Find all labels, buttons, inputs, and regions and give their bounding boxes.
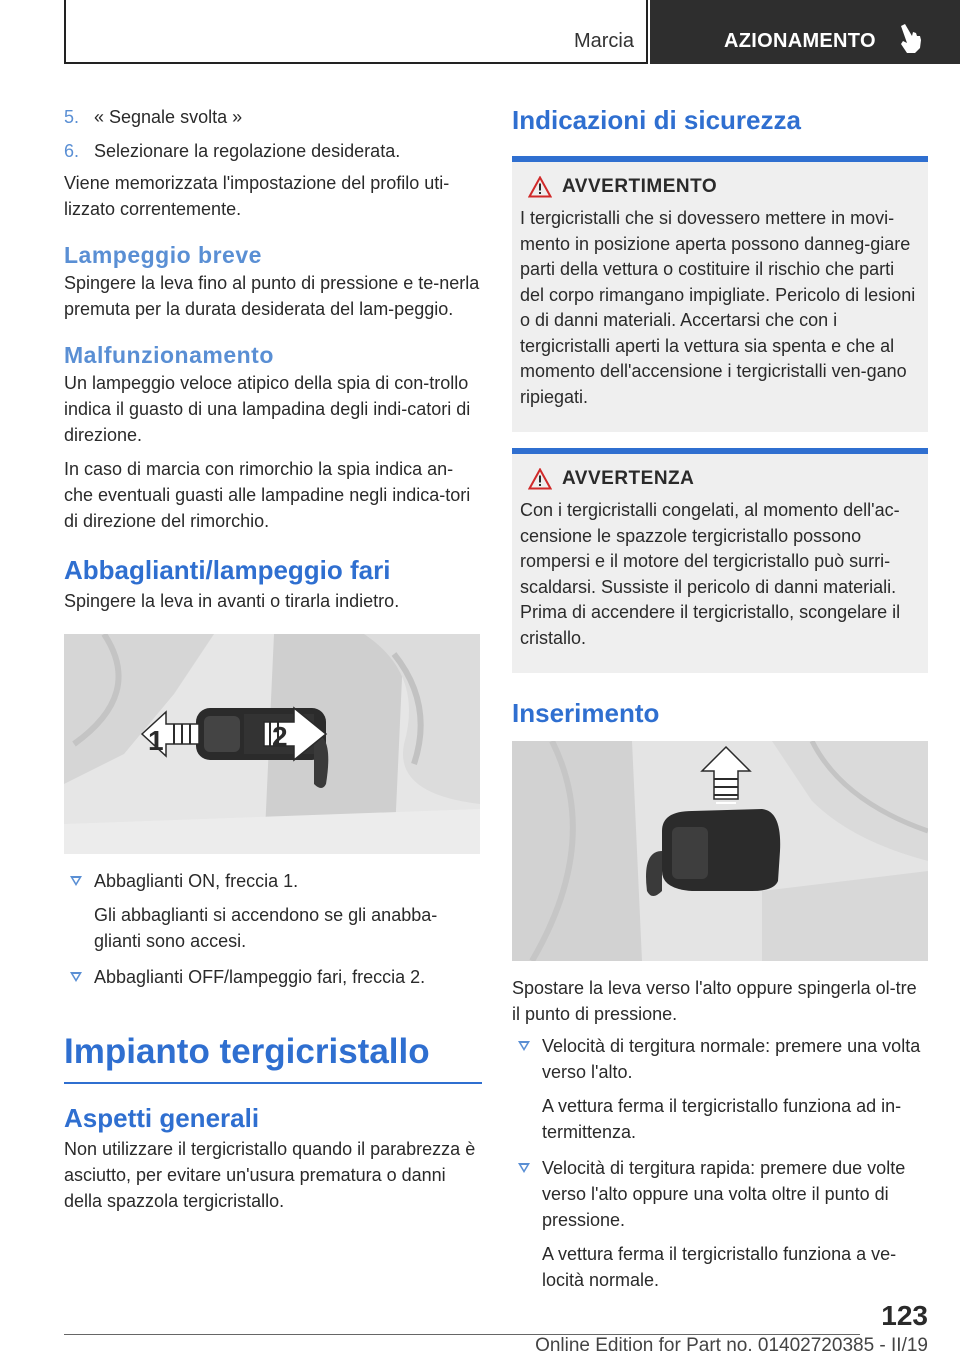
bullet-subtext: A vettura ferma il tergicristallo funziona a ve-locità normale.: [542, 1244, 897, 1290]
triangle-bullet-icon: [70, 876, 82, 886]
inserimento-text: Spostare la leva verso l'alto oppure spingerla ol-tre il punto di pressione.: [512, 978, 917, 1024]
header-section-label: Marcia: [573, 30, 634, 52]
warning-triangle-icon: [528, 468, 552, 490]
list-item: [512, 1155, 928, 1293]
header-chapter-label: AZIONAMENTO: [724, 30, 876, 52]
profile-note: Viene memorizzata l'impostazione del profilo uti-lizzato correntemente.: [64, 173, 450, 219]
high-beam-list: [64, 868, 482, 990]
list-item: [64, 138, 482, 164]
lampeggio-breve-text: Spingere la leva fino al punto di pressione e te-nerla premuta per la durata desiderata del lam-peggio.: [64, 273, 480, 319]
triangle-bullet-icon: [518, 1041, 530, 1051]
hand-pointer-icon: [896, 22, 924, 54]
arrow-2-label: 2: [272, 721, 288, 752]
bullet-subtext: Gli abbaglianti si accendono se gli anabba-glianti sono accesi.: [94, 905, 438, 951]
step-number: 6.: [64, 141, 80, 161]
warning-title-row: [520, 176, 920, 198]
page-number: 123: [881, 1300, 928, 1331]
heading-malfunzionamento: Malfunzionamento: [64, 342, 274, 368]
warning-title-row: [520, 468, 920, 490]
heading-aspetti-generali: Aspetti generali: [64, 1103, 260, 1133]
list-item: [512, 1033, 928, 1145]
left-column: [64, 104, 482, 1214]
bullet-subtext: A vettura ferma il tergicristallo funziona ad in-termittenza.: [542, 1096, 902, 1142]
malfunzionamento-text-2: In caso di marcia con rimorchio la spia indica an-che eventuali guasti alle lampadine negli indica-tori di direzione del rimorchio.: [64, 459, 471, 531]
heading-indicazioni-sicurezza: Indicazioni di sicurezza: [512, 105, 801, 135]
bullet-text: Velocità di tergitura normale: premere una volta verso l'alto.: [542, 1036, 921, 1082]
header-section-box: [64, 0, 648, 64]
step-number: 5.: [64, 107, 80, 127]
warning-text: I tergicristalli che si dovessero mettere in movi-mento in posizione aperta possono danneg-giare parti della vettura o costituire il rischio che parti del corpo rimangano impigliate. Pericolo di lesioni o di danni materiali. Accertarsi che con i tergicristalli aperti la vettura sia spenta e che al momento dell'accensione i tergicristalli ven-gano ripiegati.: [520, 208, 916, 407]
lever-illustration: [64, 634, 480, 854]
warning-triangle-icon: [528, 176, 552, 198]
lever-photo-wiper: [512, 741, 928, 961]
lever-photo-high-beam: [64, 634, 480, 854]
list-item: [64, 104, 482, 130]
warning-box-avvertenza: [512, 448, 928, 673]
heading-impianto-tergicristallo: Impianto tergicristallo: [64, 1032, 482, 1084]
right-column: [512, 104, 928, 1293]
heading-inserimento: Inserimento: [512, 698, 660, 728]
triangle-bullet-icon: [70, 972, 82, 982]
bullet-text: Abbaglianti OFF/lampeggio fari, freccia 2.: [94, 967, 426, 987]
list-item: [64, 868, 482, 954]
step-text: Selezionare la regolazione desiderata.: [94, 141, 401, 161]
abbaglianti-text: Spingere la leva in avanti o tirarla indietro.: [64, 591, 400, 611]
triangle-bullet-icon: [518, 1163, 530, 1173]
warning-title: AVVERTIMENTO: [562, 176, 718, 197]
wiper-speed-list: [512, 1033, 928, 1293]
bullet-text: Abbaglianti ON, freccia 1.: [94, 871, 299, 891]
warning-box-avvertimento: [512, 156, 928, 432]
arrow-1-label: 1: [148, 725, 164, 756]
aspetti-generali-text: Non utilizzare il tergicristallo quando il parabrezza è asciutto, per evitare un'usura prematura o danni della spazzola tergicristallo.: [64, 1139, 476, 1211]
wiper-lever-illustration: [512, 741, 928, 961]
header-chapter-tab: [650, 0, 960, 64]
warning-text: Con i tergicristalli congelati, al momento dell'ac-censione le spazzole tergicristallo possono rompersi e il motore del tergicristallo può surri-scaldarsi. Sussiste il pericolo di danni materiali. Prima di accendere il tergicristallo, scongelare il cristallo.: [520, 500, 901, 648]
heading-abbaglianti: Abbaglianti/lampeggio fari: [64, 555, 391, 585]
malfunzionamento-text-1: Un lampeggio veloce atipico della spia di con-trollo indica il guasto di una lampadina degli indi-catori di direzione.: [64, 373, 471, 445]
bullet-text: Velocità di tergitura rapida: premere due volte verso l'alto oppure una volta oltre il punto di pressione.: [542, 1158, 906, 1230]
warning-title: AVVERTENZA: [562, 468, 695, 489]
list-item: [64, 964, 482, 990]
footer-edition: Online Edition for Part no. 01402720385 - II/19: [535, 1335, 928, 1356]
heading-lampeggio-breve: Lampeggio breve: [64, 242, 262, 268]
step-list: [64, 104, 482, 164]
step-text: « Segnale svolta »: [94, 107, 243, 127]
